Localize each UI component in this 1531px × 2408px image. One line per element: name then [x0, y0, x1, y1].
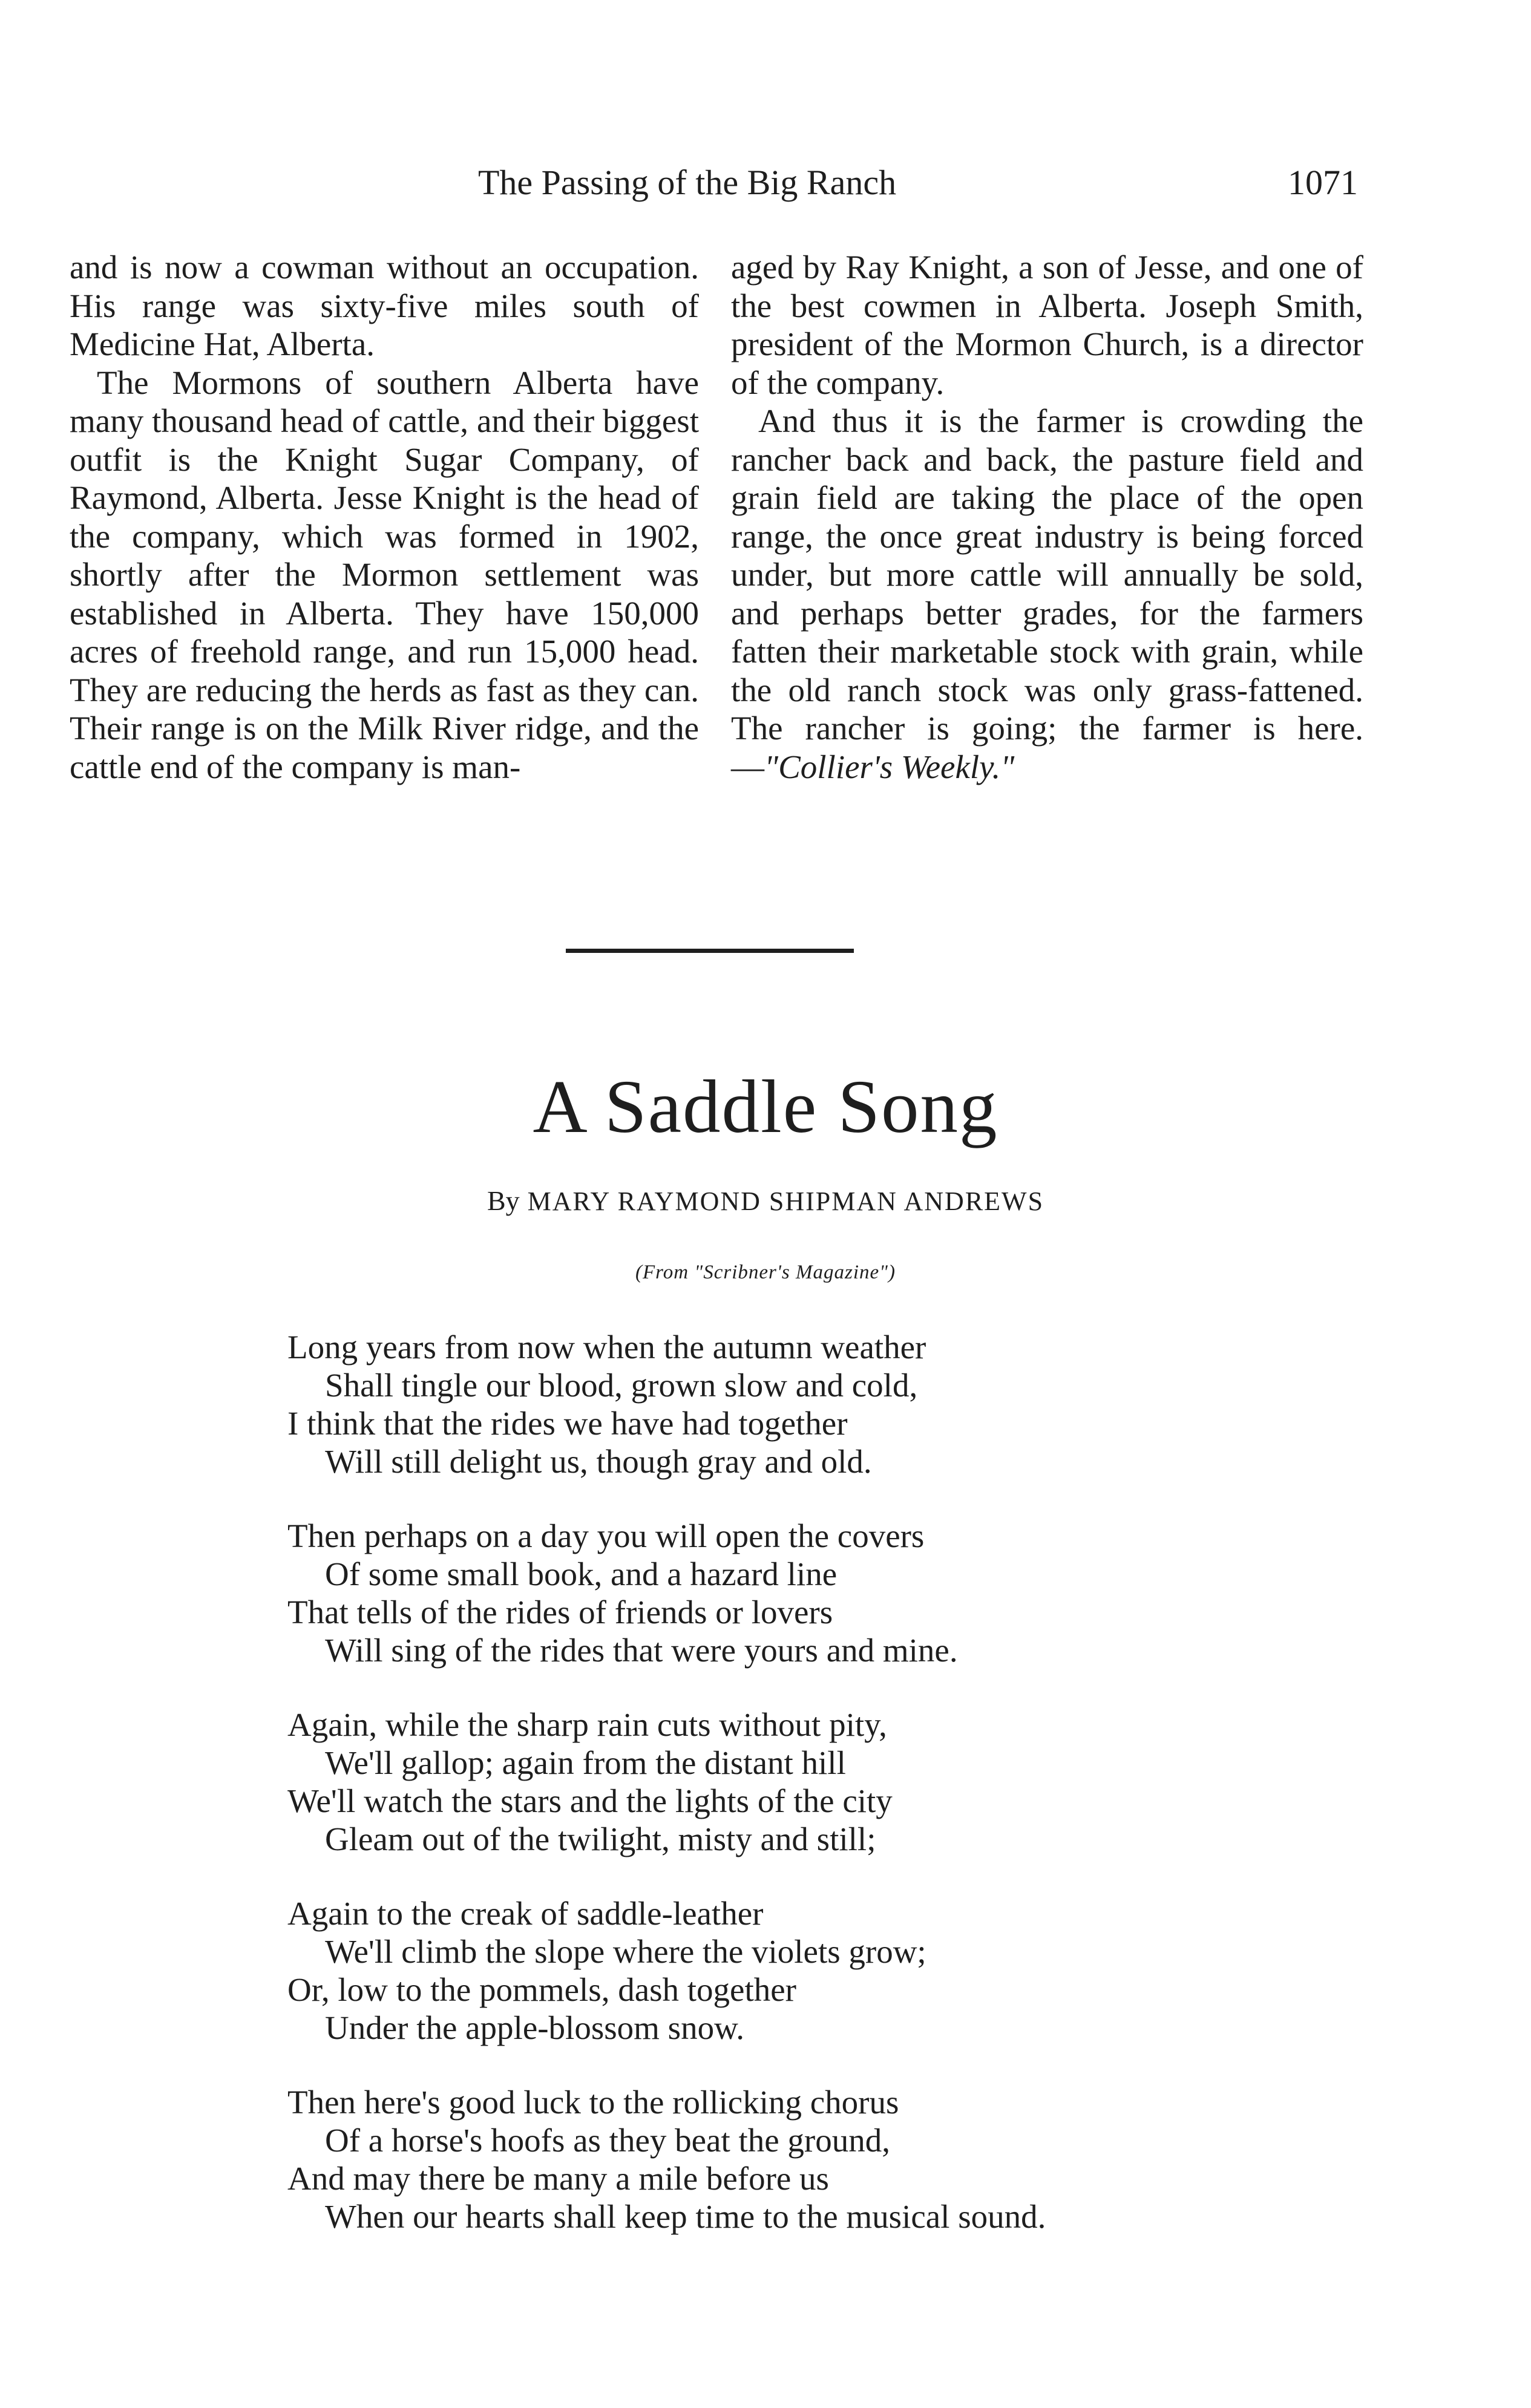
poem-title: A Saddle Song — [533, 1065, 998, 1149]
article-credit: "Collier's Weekly." — [764, 748, 1015, 785]
poem-line: And may there be many a mile before us — [287, 2160, 829, 2197]
poem-line: Again, while the sharp rain cuts without pity, — [287, 1706, 887, 1743]
article-paragraph: aged by Ray Knight, a son of Jesse, and one of the best cowmen in Alberta. Joseph Smith, president of the Mormon Church, is a director of the company. — [731, 249, 1363, 401]
poem-line: That tells of the rides of friends or lovers — [287, 1594, 833, 1631]
poem-stanza — [287, 1517, 1046, 1669]
page-number: 1071 — [1288, 163, 1358, 202]
article-paragraph — [731, 402, 1363, 786]
poem-line: Then perhaps on a day you will open the covers — [287, 1517, 925, 1554]
poem-line: Under the apple-blossom snow. — [325, 2009, 744, 2046]
poem-author: MARY RAYMOND SHIPMAN ANDREWS — [527, 1186, 1044, 1216]
poem-body — [287, 1328, 1046, 2272]
poem-line: Gleam out of the twilight, misty and still; — [325, 1821, 876, 1857]
poem-stanza — [287, 2083, 1046, 2236]
poem-line: Will still delight us, though gray and old. — [325, 1443, 872, 1480]
poem-line: Then here's good luck to the rollicking chorus — [287, 2084, 899, 2121]
article-left-column — [70, 248, 699, 786]
byline-prefix: By — [487, 1185, 520, 1216]
poem-line: When our hearts shall keep time to the musical sound. — [325, 2198, 1046, 2235]
article-paragraph-text: And thus it is the farmer is crowding the rancher back and back, the pasture field and grain field are taking the place of the open range, the once great industry is being forced under, but more cattle will annually be sold, and perhaps better grades, for the farmers fatten their marketable stock with grain, while the old ranch stock was only grass-fattened. The rancher is going; the farmer is here.— — [731, 402, 1363, 785]
poem-line: We'll watch the stars and the lights of the city — [287, 1782, 893, 1819]
poem-line: Of a horse's hoofs as they beat the ground, — [325, 2122, 890, 2159]
poem-line: Again to the creak of saddle-leather — [287, 1895, 764, 1932]
poem-line: We'll climb the slope where the violets grow; — [325, 1933, 926, 1970]
poem-line: Or, low to the pommels, dash together — [287, 1971, 796, 2008]
poem-line: Long years from now when the autumn weather — [287, 1329, 926, 1366]
article-paragraph: The Mormons of southern Alberta have many thousand head of cattle, and their biggest outfit is the Knight Sugar Company, of Raymond, Alberta. Jesse Knight is the head of the company, which was formed in 1902, shortly after the Mormon settlement was established in Alberta. They have 150,000 acres of freehold range, and run 15,000 head. They are reducing the herds as fast as they can. Their range is on the Milk River ridge, and the cattle end of the company is man- — [70, 364, 699, 785]
poem-line: Will sing of the rides that were yours and mine. — [325, 1632, 958, 1669]
poem-line: We'll gallop; again from the distant hill — [325, 1744, 846, 1781]
poem-source: (From "Scribner's Magazine") — [635, 1261, 896, 1283]
section-divider — [566, 949, 854, 953]
poem-line: I think that the rides we have had together — [287, 1405, 848, 1442]
article-right-column — [731, 248, 1363, 786]
poem-line: Shall tingle our blood, grown slow and cold, — [325, 1367, 918, 1404]
poem-line: Of some small book, and a hazard line — [325, 1556, 838, 1592]
poem-stanza — [287, 1706, 1046, 1858]
poem-stanza — [287, 1894, 1046, 2047]
poem-stanza — [287, 1328, 1046, 1480]
running-title: The Passing of the Big Ranch — [478, 163, 897, 202]
article-paragraph: and is now a cowman without an occupation. His range was sixty-five miles south of Medicine Hat, Alberta. — [70, 249, 699, 362]
poem-byline — [0, 1185, 1531, 1217]
